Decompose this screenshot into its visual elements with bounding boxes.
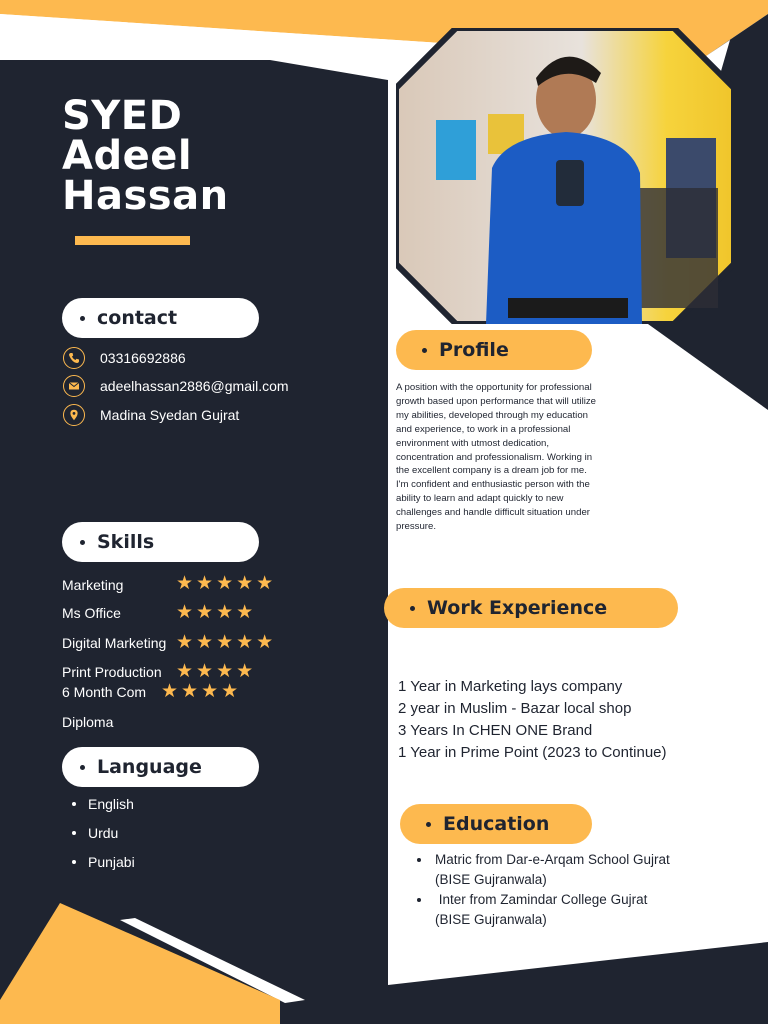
language-item <box>72 796 134 812</box>
bullet <box>72 860 76 864</box>
education-item <box>417 890 647 930</box>
language-heading <box>62 747 259 787</box>
profile-heading <box>396 330 592 370</box>
contact-address <box>63 404 239 426</box>
contact-email <box>63 375 289 397</box>
education-heading <box>400 804 592 844</box>
language-item <box>72 854 135 870</box>
skill-print-production: Print Production <box>62 664 162 680</box>
email-text: adeelhassan2886@gmail.com <box>100 378 289 394</box>
heading-dot <box>422 348 427 353</box>
work-item: 3 Years In CHEN ONE Brand <box>398 722 593 739</box>
contact-heading <box>62 298 259 338</box>
skills-heading-label: Skills <box>97 531 155 553</box>
heading-dot <box>80 540 85 545</box>
language-heading-label: Language <box>97 756 202 778</box>
skill-print-production-stars: ★★★★ <box>176 661 257 682</box>
language-english: English <box>88 796 134 812</box>
contact-phone <box>63 347 186 369</box>
skill-ms-office: Ms Office <box>62 605 121 621</box>
heading-dot <box>80 765 85 770</box>
skill-digital-marketing: Digital Marketing <box>62 635 167 651</box>
skill-ms-office-stars: ★★★★ <box>176 602 257 623</box>
phone-text: 03316692886 <box>100 350 186 366</box>
skill-digital-marketing-stars: ★★★★★ <box>176 632 277 653</box>
skills-heading <box>62 522 259 562</box>
name-underline <box>75 236 190 245</box>
skill-diploma: Diploma <box>62 714 114 730</box>
education-heading-label: Education <box>443 813 550 835</box>
name-middle: Adeel <box>62 133 193 179</box>
heading-dot <box>426 822 431 827</box>
work-item: 2 year in Muslim - Bazar local shop <box>398 700 632 717</box>
phone-icon <box>63 347 85 369</box>
name-last: Hassan <box>62 173 229 219</box>
bullet <box>417 858 421 862</box>
skill-marketing-stars: ★★★★★ <box>176 573 277 594</box>
education-matric-board: (BISE Gujranwala) <box>435 872 547 887</box>
contact-heading-label: contact <box>97 307 178 329</box>
skill-6-month-com-stars: ★★★★ <box>161 681 242 702</box>
name-first: SYED <box>62 93 183 139</box>
email-icon <box>63 375 85 397</box>
heading-dot <box>410 606 415 611</box>
work-heading-label: Work Experience <box>427 597 608 619</box>
location-icon <box>63 404 85 426</box>
work-experience-heading <box>384 588 678 628</box>
language-item <box>72 825 118 841</box>
language-punjabi: Punjabi <box>88 854 135 870</box>
work-item: 1 Year in Prime Point (2023 to Continue) <box>398 744 667 761</box>
bullet <box>417 898 421 902</box>
skill-marketing: Marketing <box>62 577 124 593</box>
skill-6-month-com: 6 Month Com <box>62 684 147 700</box>
education-item <box>417 850 670 890</box>
full-name <box>62 93 229 219</box>
education-inter-board: (BISE Gujranwala) <box>435 912 547 927</box>
education-inter: Inter from Zamindar College Gujrat <box>435 892 648 907</box>
heading-dot <box>80 316 85 321</box>
bullet <box>72 802 76 806</box>
bullet <box>72 831 76 835</box>
profile-text: A position with the opportunity for professional growth based upon performance that will utilize my abilities, developed through my education and experience, to work in a professional environment with utmost dedication, concentration and professionalism. Working in the excellent company is a dream job for me. I'm confident and enthusiastic person with the ability to learn and adapt quickly to new challenges and handle difficult situation under pressure. <box>396 382 596 533</box>
education-matric: Matric from Dar-e-Arqam School Gujrat <box>435 852 670 867</box>
work-item: 1 Year in Marketing lays company <box>398 678 623 695</box>
profile-photo <box>396 28 734 324</box>
profile-heading-label: Profile <box>439 339 509 361</box>
address-text: Madina Syedan Gujrat <box>100 407 240 423</box>
language-urdu: Urdu <box>88 825 119 841</box>
